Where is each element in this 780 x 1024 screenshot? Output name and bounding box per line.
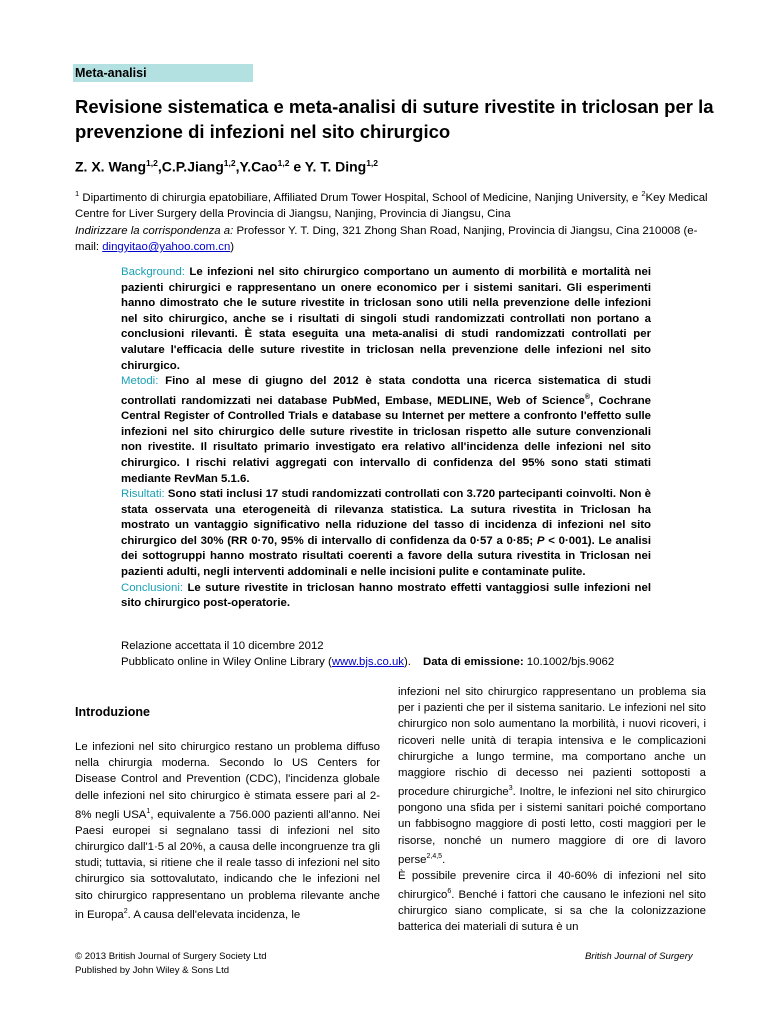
section-label: Meta-analisi — [73, 64, 253, 82]
abstract-results — [121, 487, 651, 581]
footer-journal-name: British Journal of Surgery — [585, 951, 693, 962]
author-list — [75, 154, 715, 176]
author-name: ,C.P.Jiang — [157, 158, 224, 175]
body-text: Le infezioni nel sito chirurgico restano un problema diffuso nella chirurgia moderna. Secondo lo US Centers for Disease Control and Prevention (CDC), l'incidenza globale delle infezioni nel sito chirurgico è stimata essere pari al 2-8% negli USA — [75, 741, 380, 821]
article-title: Revisione sistematica e meta-analisi di suture rivestite in triclosan per la prevenzione di infezioni nel sito chirurgico — [75, 96, 714, 142]
publication-info — [121, 638, 661, 670]
correspondence-label: Indirizzare la corrispondenza a: — [75, 224, 234, 237]
author-affiliation-marker: 1,2 — [223, 158, 236, 168]
abstract-background — [121, 265, 651, 374]
correspondence-close: ) — [230, 241, 235, 254]
affiliation-marker: 2 — [641, 189, 646, 198]
body-text: . A causa dell'elevata incidenza, le — [127, 908, 301, 921]
author-name: ,Y.Cao — [235, 158, 278, 175]
body-paragraph — [398, 684, 706, 868]
online-text: Pubblicato online in Wiley Online Library ( — [121, 656, 332, 668]
email-link[interactable]: dingyitao@yahoo.com.cn — [102, 241, 231, 254]
p-value-symbol: P — [536, 534, 545, 547]
body-paragraph — [398, 868, 706, 936]
registered-mark: ® — [584, 393, 591, 401]
abstract — [121, 265, 651, 612]
author-name: Z. X. Wang — [75, 158, 147, 175]
body-text: . Benché i fattori che causano le infezioni nel sito chirurgico siano complicate, si sa che la colonizzazione batterica dei materiali di sutura è un — [398, 888, 706, 934]
abstract-background-heading: Background: — [121, 266, 185, 278]
section-heading-introduction: Introduzione — [75, 705, 150, 719]
abstract-background-text: Le infezioni nel sito chirurgico comportano un aumento di morbilità e mortalità nei pazienti chirurgici e rappresentano un onere economico per i sistemi sanitari. Gli esperimenti hanno dimostrato che le suture rivestite in triclosan sono utili nella prevenzione delle infezioni nel sito chirurgico, anche se i risultati di singoli studi randomizzati controllati non portano a conclusioni rilevanti. È stata eseguita una meta-analisi di studi randomizzati controllati per valutare l'efficacia delle suture rivestite in triclosan nella prevenzione delle infezioni nel sito chirurgico. — [121, 266, 651, 372]
author-affiliation-marker: 1,2 — [146, 158, 158, 168]
body-paragraph — [75, 739, 380, 923]
publisher-line: Published by John Wiley & Sons Ltd — [75, 965, 230, 976]
doi-label: Data di emissione: — [422, 656, 524, 668]
author-affiliation-marker: 1,2 — [277, 158, 290, 168]
abstract-methods-text: , Cochrane Central Register of Controlled Trials e database su Internet per mettere a confronto l'effetto sulle infezioni nel sito chirurgico delle suture rivestite in triclosan rispetto alle suture convenzionali non rivestite. Il risultato primario investigato era relativo all'incidenza delle infezioni nel sito chirurgico. I rischi relativi aggregati con intervallo di confidenza del 95% sono stati stimati mediante RevMan 5.1.6. — [121, 394, 651, 485]
abstract-conclusions — [121, 581, 651, 612]
citation-marker: 2 — [123, 907, 128, 915]
author-name: e Y. T. Ding — [289, 158, 367, 175]
body-text: . Inoltre, le infezioni nel sito chirurgico pongono una sfida per i sistemi sanitari poiché comportano un fabbisogno maggiore di posti letto, costi maggiori per le risorse, nonché un numero maggiore di ore di lavoro perse — [398, 786, 707, 866]
abstract-methods-heading: Metodi: — [121, 375, 159, 388]
body-text: . — [442, 853, 446, 866]
body-column-left — [75, 703, 380, 923]
abstract-results-heading: Risultati: — [121, 488, 165, 501]
correspondence-address: Professor Y. T. Ding, 321 Zhong Shan Road, Nanjing, Provincia di Jiangsu, Cina 210008 (e-mail: — [75, 224, 698, 254]
citation-marker: 6 — [447, 888, 452, 896]
abstract-methods — [121, 374, 651, 487]
accepted-date: Relazione accettata il 10 dicembre 2012 — [121, 640, 324, 652]
citation-marker: 2,4,5 — [426, 852, 443, 860]
journal-website-link[interactable]: www.bjs.co.uk — [331, 656, 404, 668]
abstract-conclusions-heading: Conclusioni: — [121, 581, 184, 594]
footer-copyright — [75, 950, 267, 978]
abstract-results-text: Sono stati inclusi 17 studi randomizzati controllati con 3.720 partecipanti coinvolti. Non è stata osservata una eterogeneità di rilevanza statistica. La sutura rivestita in Triclosan ha mostrato un vantaggio significativo nella riduzione del tasso di incidenza di infezioni nel sito chirurgico del 30% (RR 0·70, 95% di intervallo di confidenza da 0·57 a 0·85; — [121, 488, 651, 547]
body-text: , equivalente a 756.000 pazienti all'anno. Nei Paesi europei si segnalano tassi di infezioni nel sito chirurgico dall'1·5 al 20%, a causa delle incongruenze tra gli studi; tuttavia, si ritiene che il reale tasso di infezioni nel sito chirurgico sia sottovalutato, indicando che le infezioni nel sito chirurgico rappresentano un problema rilevante anche in Europa — [75, 808, 381, 921]
body-text: È possibile prevenire circa il 40-60% di infezioni nel sito chirurgico — [398, 869, 706, 901]
online-text-close: ). — [404, 656, 411, 668]
affiliation-text: Key Medical Centre for Liver Surgery della Provincia di Jiangsu, Nanjing, Provincia di Jiangsu, Cina — [75, 191, 708, 221]
body-text: infezioni nel sito chirurgico rappresentano un problema sia per i pazienti che per il sistema sanitario. Le infezioni nel sito chirurgico non solo aumentano la morbilità, i nuovi ricoveri, i ricoveri nelle unità di terapia intensiva e le complicazioni chirurgiche a lungo termine, ma comportano anche un maggiore rischio di decesso nei pazienti sottoposti a procedure chirurgiche — [398, 686, 706, 799]
abstract-results-text: < 0·001). Le analisi dei sottogruppi hanno mostrato risultati coerenti a favore della sutura rivestita in Triclosan nei pazienti adulti, negli interventi addominali e nelle incisioni pulite e contaminate pulite. — [121, 534, 652, 579]
affiliation-marker: 1 — [75, 189, 80, 198]
online-publication — [121, 654, 661, 670]
copyright-line: © 2013 British Journal of Surgery Society Ltd — [75, 951, 267, 962]
abstract-conclusions-text: Le suture rivestite in triclosan hanno mostrato effetti vantaggiosi sulle infezioni nel sito chirurgico post-operatorie. — [121, 581, 651, 610]
citation-marker: 1 — [146, 807, 151, 815]
author-affiliation-marker: 1,2 — [366, 158, 379, 168]
affiliations — [75, 186, 715, 256]
body-column-right — [398, 684, 706, 935]
affiliation-text: Dipartimento di chirurgia epatobiliare, Affiliated Drum Tower Hospital, School of Medicine, Nanjing University, e — [79, 191, 642, 204]
doi-value: 10.1002/bjs.9062 — [523, 656, 615, 668]
citation-marker: 3 — [508, 785, 513, 793]
abstract-methods-text: Fino al mese di giugno del 2012 è stata condotta una ricerca sistematica di studi controllati randomizzati nei database PubMed, Embase, MEDLINE, Web of Science — [121, 375, 651, 407]
